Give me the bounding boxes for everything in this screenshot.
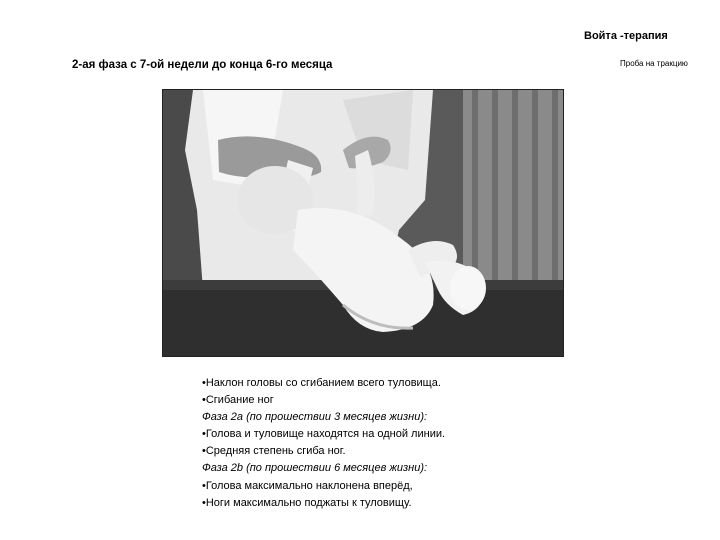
side-note: Проба на тракцию [620, 59, 688, 68]
slide-title: Войта -терапия [584, 30, 668, 42]
bullet-item: •Наклон головы со сгибанием всего туловища. [202, 377, 441, 389]
bullet-item: •Сгибание ног [202, 394, 274, 407]
traction-test-photo [162, 89, 564, 357]
phase-subheading: Фаза 2a (по прошествии 3 месяцев жизни): [202, 411, 428, 424]
bullet-item: •Голова и туловище находятся на одной линии. [202, 428, 446, 441]
phase-subheading: Фаза 2b (по прошествии 6 месяцев жизни): [202, 462, 428, 475]
phase-description [202, 375, 445, 512]
phase-heading: 2-ая фаза с 7-ой недели до конца 6-го месяца [72, 59, 333, 71]
bullet-item: •Голова максимально наклонена вперёд, [202, 479, 413, 492]
bullet-item: •Ноги максимально поджаты к туловищу. [202, 496, 412, 509]
bullet-item: •Средняя степень сгиба ног. [202, 445, 346, 458]
